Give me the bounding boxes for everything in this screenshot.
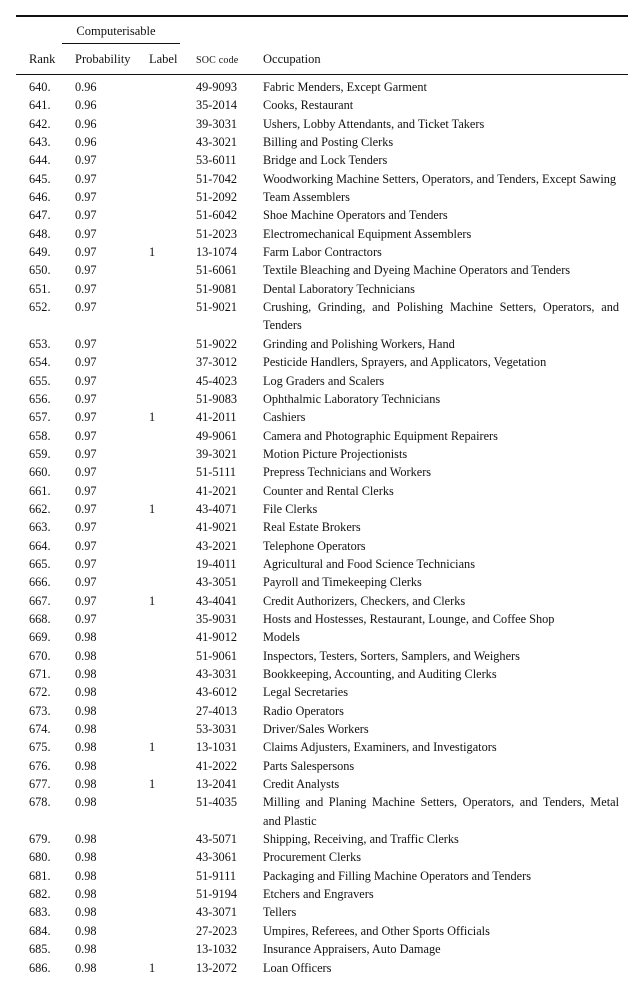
rank-cell: 654.: [29, 355, 51, 370]
probability-cell: 0.98: [75, 923, 97, 938]
probability-cell: 0.97: [75, 391, 97, 406]
probability-cell: 0.98: [75, 667, 97, 681]
label-cell: 1: [149, 410, 156, 425]
occupation-cell: Hosts and Hostesses, Restaurant, Lounge, and Coffee Shop: [263, 611, 555, 626]
occupation-cell: Textile Bleaching and Dyeing Machine Operators and Tenders: [263, 263, 571, 278]
table-row: [0, 500, 638, 518]
table-row: [0, 445, 638, 463]
soc-code-cell: 37-3012: [196, 355, 237, 370]
column-header-rank: Rank: [29, 52, 56, 66]
occupation-cell: Milling and Planing Machine Setters, Operators, and Tenders, Metal and Plastic: [263, 795, 619, 828]
occupation-cell: Credit Authorizers, Checkers, and Clerks: [263, 593, 466, 608]
rank-cell: 651.: [29, 281, 51, 296]
table-row: [0, 702, 638, 720]
group-header-rule: [62, 43, 180, 44]
probability-cell: 0.97: [75, 520, 97, 535]
probability-cell: 0.97: [75, 428, 97, 443]
occupation-cell: Payroll and Timekeeping Clerks: [263, 575, 422, 590]
table-row: [0, 206, 638, 224]
probability-cell: 0.98: [75, 868, 97, 883]
probability-cell: 0.98: [75, 777, 97, 792]
occupation-cell: Cooks, Restaurant: [263, 98, 354, 113]
soc-code-cell: 35-9031: [196, 611, 237, 626]
soc-code-cell: 41-2022: [196, 758, 237, 773]
table-top-rule: [16, 15, 628, 17]
soc-code-cell: 27-4013: [196, 703, 237, 718]
probability-cell: 0.97: [75, 336, 97, 351]
occupation-cell: Shipping, Receiving, and Traffic Clerks: [263, 832, 459, 847]
occupation-cell: Legal Secretaries: [263, 685, 349, 700]
soc-code-cell: 13-2072: [196, 960, 237, 975]
table-row: [0, 225, 638, 243]
table-row: [0, 959, 638, 977]
rank-cell: 673.: [29, 703, 51, 718]
occupation-cell: Camera and Photographic Equipment Repairers: [263, 428, 498, 443]
probability-cell: 0.98: [75, 703, 97, 718]
rank-cell: 678.: [29, 795, 51, 810]
probability-cell: 0.97: [75, 575, 97, 590]
rank-cell: 661.: [29, 483, 51, 498]
soc-code-cell: 51-9194: [196, 887, 237, 902]
rank-cell: 670.: [29, 648, 51, 663]
occupation-cell: Tellers: [263, 905, 297, 920]
rank-cell: 667.: [29, 593, 51, 608]
probability-cell: 0.97: [75, 410, 97, 425]
probability-cell: 0.97: [75, 483, 97, 498]
probability-cell: 0.97: [75, 556, 97, 571]
occupation-cell: Radio Operators: [263, 703, 344, 718]
soc-code-cell: 51-9111: [196, 868, 237, 883]
table-row: [0, 665, 638, 683]
occupation-cell: Farm Labor Contractors: [263, 245, 382, 260]
table-row: [0, 848, 638, 866]
probability-cell: 0.98: [75, 722, 97, 737]
probability-cell: 0.97: [75, 281, 97, 296]
rank-cell: 672.: [29, 685, 51, 700]
rank-cell: 677.: [29, 777, 51, 792]
rank-cell: 671.: [29, 667, 51, 681]
table-row: [0, 940, 638, 958]
rank-cell: 682.: [29, 887, 51, 902]
rank-cell: 679.: [29, 832, 51, 847]
probability-cell: 0.97: [75, 538, 97, 553]
table-row: [0, 592, 638, 610]
occupation-cell: Agricultural and Food Science Technicians: [263, 556, 475, 571]
table-row: [0, 647, 638, 665]
table-row: [0, 482, 638, 500]
occupation-cell: File Clerks: [263, 501, 318, 516]
table-row: [0, 261, 638, 279]
rank-cell: 674.: [29, 722, 51, 737]
table-row: [0, 353, 638, 371]
soc-code-cell: 41-2011: [196, 410, 237, 425]
rank-cell: 658.: [29, 428, 51, 443]
probability-cell: 0.98: [75, 942, 97, 957]
rank-cell: 647.: [29, 208, 51, 223]
table-row: [0, 885, 638, 903]
probability-cell: 0.97: [75, 226, 97, 241]
column-header-soc-code: [196, 52, 238, 67]
soc-code-cell: 43-4041: [196, 593, 237, 608]
occupation-cell: Grinding and Polishing Workers, Hand: [263, 336, 455, 351]
rank-cell: 642.: [29, 116, 51, 131]
table-row: [0, 115, 638, 133]
probability-cell: 0.97: [75, 190, 97, 205]
rank-cell: 646.: [29, 190, 51, 205]
soc-code-cell: 13-1031: [196, 740, 237, 755]
soc-code-cell: 45-4023: [196, 373, 237, 388]
probability-cell: 0.98: [75, 832, 97, 847]
table-row: [0, 628, 638, 646]
soc-code-cell: 43-5071: [196, 832, 237, 847]
column-header-label: Label: [149, 52, 178, 66]
table-row: [0, 555, 638, 573]
soc-code-cell: 41-2021: [196, 483, 237, 498]
table-row: [0, 683, 638, 701]
probability-cell: 0.97: [75, 153, 97, 168]
soc-code-cell: 51-5111: [196, 465, 237, 480]
table-row: [0, 537, 638, 555]
probability-cell: 0.98: [75, 685, 97, 700]
table-row: [0, 335, 638, 353]
soc-code-cell: 53-3031: [196, 722, 237, 737]
soc-code-cell: 51-2092: [196, 190, 237, 205]
probability-cell: 0.98: [75, 630, 97, 645]
rank-cell: 663.: [29, 520, 51, 535]
probability-cell: 0.97: [75, 611, 97, 626]
occupation-cell: Packaging and Filling Machine Operators and Tenders: [263, 868, 532, 883]
column-header-occupation: Occupation: [263, 52, 321, 66]
soc-code-cell: 43-3061: [196, 850, 237, 865]
soc-code-cell: 51-9083: [196, 391, 237, 406]
occupation-cell: Insurance Appraisers, Auto Damage: [263, 942, 441, 957]
table-row: [0, 830, 638, 848]
probability-cell: 0.97: [75, 593, 97, 608]
rank-cell: 675.: [29, 740, 51, 755]
rank-cell: 643.: [29, 135, 51, 150]
probability-cell: 0.97: [75, 373, 97, 388]
soc-code-cell: 49-9061: [196, 428, 237, 443]
occupation-cell: Claims Adjusters, Examiners, and Investigators: [263, 740, 497, 755]
occupation-cell: Bridge and Lock Tenders: [263, 153, 388, 168]
table-row: [0, 427, 638, 445]
occupation-cell: Models: [263, 630, 300, 645]
probability-cell: 0.96: [75, 135, 97, 150]
soc-code-cell: 39-3031: [196, 116, 237, 131]
occupation-cell: Pesticide Handlers, Sprayers, and Applicators, Vegetation: [263, 355, 547, 370]
soc-code-cell: 35-2014: [196, 98, 237, 113]
rank-cell: 685.: [29, 942, 51, 957]
probability-cell: 0.97: [75, 263, 97, 278]
soc-code-cell: 41-9012: [196, 630, 237, 645]
soc-code-header-text: SOC code: [196, 55, 239, 66]
soc-code-cell: 53-6011: [196, 153, 237, 168]
probability-cell: 0.98: [75, 850, 97, 865]
rank-cell: 686.: [29, 960, 51, 975]
probability-cell: 0.98: [75, 887, 97, 902]
soc-code-cell: 19-4011: [196, 556, 237, 571]
occupation-cell: Parts Salespersons: [263, 758, 355, 773]
rank-cell: 644.: [29, 153, 51, 168]
soc-code-cell: 43-3071: [196, 905, 237, 920]
probability-cell: 0.98: [75, 795, 97, 810]
soc-code-cell: 43-2021: [196, 538, 237, 553]
occupation-cell: Ophthalmic Laboratory Technicians: [263, 391, 441, 406]
rank-cell: 649.: [29, 245, 51, 260]
table-row: [0, 298, 638, 335]
table-row: [0, 151, 638, 169]
occupation-cell: Umpires, Referees, and Other Sports Officials: [263, 923, 490, 938]
soc-code-cell: 51-7042: [196, 171, 237, 186]
soc-code-cell: 43-3021: [196, 135, 237, 150]
label-cell: 1: [149, 960, 156, 975]
occupation-cell: Billing and Posting Clerks: [263, 135, 394, 150]
probability-cell: 0.97: [75, 171, 97, 186]
soc-code-cell: 43-3031: [196, 667, 237, 681]
rank-cell: 665.: [29, 556, 51, 571]
rank-cell: 662.: [29, 501, 51, 516]
occupation-cell: Electromechanical Equipment Assemblers: [263, 226, 472, 241]
probability-cell: 0.96: [75, 98, 97, 113]
probability-cell: 0.97: [75, 501, 97, 516]
soc-code-cell: 43-3051: [196, 575, 237, 590]
table-row: [0, 922, 638, 940]
occupation-cell: Loan Officers: [263, 960, 332, 975]
table-row: [0, 390, 638, 408]
rank-cell: 680.: [29, 850, 51, 865]
rank-cell: 660.: [29, 465, 51, 480]
occupation-cell: Telephone Operators: [263, 538, 366, 553]
soc-code-cell: 51-9022: [196, 336, 237, 351]
table-row: [0, 775, 638, 793]
table-row: [0, 408, 638, 426]
table-row: [0, 372, 638, 390]
probability-cell: 0.98: [75, 740, 97, 755]
column-header-probability: Probability: [75, 52, 131, 66]
table-row: [0, 610, 638, 628]
table-row: [0, 170, 638, 188]
occupation-cell: Driver/Sales Workers: [263, 722, 369, 737]
label-cell: 1: [149, 245, 156, 260]
occupation-cell: Bookkeeping, Accounting, and Auditing Clerks: [263, 667, 497, 681]
occupation-cell: Woodworking Machine Setters, Operators, and Tenders, Except Sawing: [263, 171, 617, 186]
rank-cell: 640.: [29, 80, 51, 94]
rank-cell: 668.: [29, 611, 51, 626]
occupation-cell: Ushers, Lobby Attendants, and Ticket Takers: [263, 116, 485, 131]
table-row: [0, 518, 638, 536]
rank-cell: 669.: [29, 630, 51, 645]
rank-cell: 684.: [29, 923, 51, 938]
table-row: [0, 280, 638, 298]
rank-cell: 683.: [29, 905, 51, 920]
soc-code-cell: 51-9021: [196, 300, 237, 315]
soc-code-cell: 49-9093: [196, 80, 237, 94]
occupation-cell: Team Assemblers: [263, 190, 350, 205]
soc-code-cell: 27-2023: [196, 923, 237, 938]
soc-code-cell: 51-6061: [196, 263, 237, 278]
probability-cell: 0.97: [75, 465, 97, 480]
probability-cell: 0.97: [75, 208, 97, 223]
soc-code-cell: 13-1074: [196, 245, 237, 260]
table-row: [0, 188, 638, 206]
table-row: [0, 133, 638, 151]
probability-cell: 0.98: [75, 758, 97, 773]
soc-code-cell: 51-2023: [196, 226, 237, 241]
probability-cell: 0.96: [75, 80, 97, 94]
table-row: [0, 867, 638, 885]
occupation-cell: Real Estate Brokers: [263, 520, 361, 535]
probability-cell: 0.97: [75, 355, 97, 370]
occupation-cell: Prepress Technicians and Workers: [263, 465, 432, 480]
rank-cell: 681.: [29, 868, 51, 883]
computerisable-group-header: Computerisable: [76, 24, 156, 38]
rank-cell: 645.: [29, 171, 51, 186]
label-cell: 1: [149, 777, 156, 792]
occupation-cell: Shoe Machine Operators and Tenders: [263, 208, 448, 223]
table-row: [0, 78, 638, 96]
occupation-cell: Etchers and Engravers: [263, 887, 374, 902]
table-row: [0, 720, 638, 738]
rank-cell: 657.: [29, 410, 51, 425]
label-cell: 1: [149, 740, 156, 755]
occupation-cell: Crushing, Grinding, and Polishing Machine Setters, Operators, and Tenders: [263, 300, 619, 333]
rank-cell: 653.: [29, 336, 51, 351]
occupation-cell: Log Graders and Scalers: [263, 373, 385, 388]
occupation-cell: Cashiers: [263, 410, 306, 425]
soc-code-cell: 41-9021: [196, 520, 237, 535]
occupation-cell: Inspectors, Testers, Sorters, Samplers, and Weighers: [263, 648, 520, 663]
table-row: [0, 573, 638, 591]
rank-cell: 652.: [29, 300, 51, 315]
occupation-cell: Dental Laboratory Technicians: [263, 281, 415, 296]
occupation-cell: Fabric Menders, Except Garment: [263, 80, 427, 94]
probability-cell: 0.98: [75, 905, 97, 920]
label-cell: 1: [149, 501, 156, 516]
table-row: [0, 757, 638, 775]
rank-cell: 659.: [29, 446, 51, 461]
table-row: [0, 793, 638, 830]
probability-cell: 0.98: [75, 648, 97, 663]
probability-cell: 0.97: [75, 245, 97, 260]
rank-cell: 664.: [29, 538, 51, 553]
rank-cell: 655.: [29, 373, 51, 388]
probability-cell: 0.98: [75, 960, 97, 975]
soc-code-cell: 43-6012: [196, 685, 237, 700]
table-row: [0, 903, 638, 921]
soc-code-cell: 51-9081: [196, 281, 237, 296]
probability-cell: 0.97: [75, 300, 97, 315]
header-bottom-rule: [16, 74, 628, 75]
occupation-cell: Procurement Clerks: [263, 850, 362, 865]
rank-cell: 650.: [29, 263, 51, 278]
label-cell: 1: [149, 593, 156, 608]
soc-code-cell: 43-4071: [196, 501, 237, 516]
table-row: [0, 463, 638, 481]
soc-code-cell: 39-3021: [196, 446, 237, 461]
table-row: [0, 96, 638, 114]
rank-cell: 666.: [29, 575, 51, 590]
table-row: [0, 738, 638, 756]
rank-cell: 676.: [29, 758, 51, 773]
soc-code-cell: 51-6042: [196, 208, 237, 223]
occupation-cell: Motion Picture Projectionists: [263, 446, 408, 461]
rank-cell: 656.: [29, 391, 51, 406]
occupation-cell: Credit Analysts: [263, 777, 340, 792]
rank-cell: 648.: [29, 226, 51, 241]
occupation-cell: Counter and Rental Clerks: [263, 483, 394, 498]
soc-code-cell: 13-1032: [196, 942, 237, 957]
soc-code-cell: 51-4035: [196, 795, 237, 810]
soc-code-cell: 51-9061: [196, 648, 237, 663]
soc-code-cell: 13-2041: [196, 777, 237, 792]
table-body: [0, 78, 638, 977]
probability-cell: 0.96: [75, 116, 97, 131]
rank-cell: 641.: [29, 98, 51, 113]
probability-cell: 0.97: [75, 446, 97, 461]
table-row: [0, 243, 638, 261]
